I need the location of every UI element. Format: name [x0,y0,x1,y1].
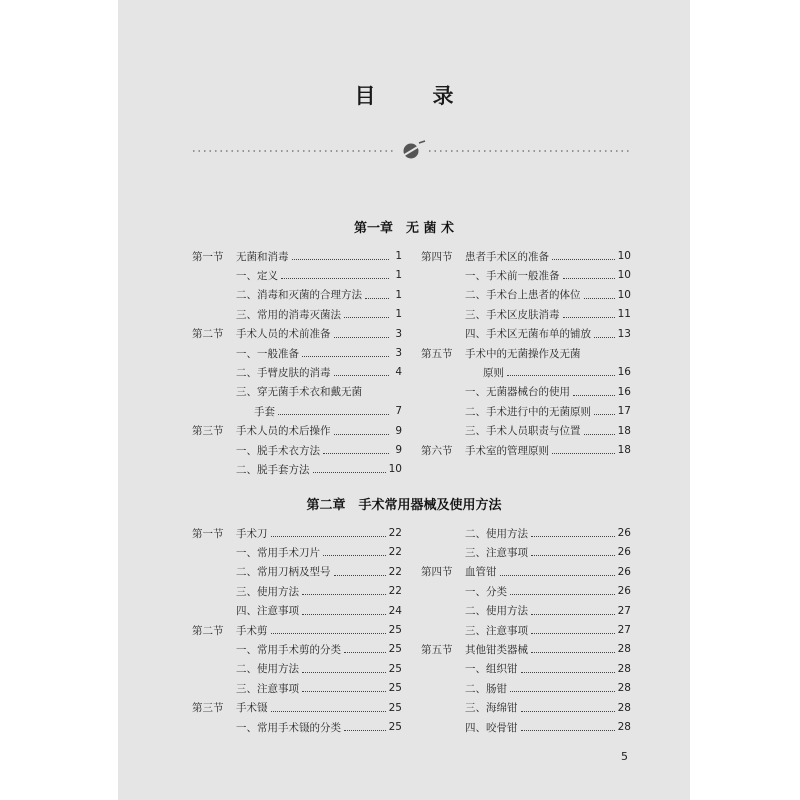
toc-page-number: 16 [617,366,631,379]
toc-entry-title: 手术剪 [236,624,268,637]
toc-page-number: 22 [388,565,402,578]
toc-entry-title: 其他钳类器械 [465,643,528,656]
leader-dots [323,555,386,556]
toc-page-number: 28 [617,662,631,675]
document-page [118,0,690,800]
leader-dots [302,594,386,595]
toc-section-entry[interactable] [192,421,402,441]
toc-subsection-entry[interactable] [421,542,631,562]
toc-section-entry[interactable] [192,523,402,543]
toc-subsection-entry[interactable] [421,382,631,402]
toc-subsection-entry[interactable] [192,401,402,421]
toc-entry-title: 二、使用方法 [465,527,528,540]
toc-page-number: 28 [617,682,631,695]
toc-entry-title: 四、咬骨钳 [465,721,518,734]
toc-subsection-entry[interactable] [192,440,402,460]
toc-page-number: 1 [395,250,402,262]
toc-page-number: 26 [617,585,631,598]
toc-entry-title: 二、消毒和灭菌的合理方法 [236,289,362,302]
leader-dots [531,633,615,634]
toc-entry-title: 一、常用手术镊的分类 [236,721,341,734]
toc-entry-title: 二、肠钳 [465,682,507,695]
toc-entry-title: 二、手术进行中的无菌原则 [465,405,591,418]
leader-dots [521,672,615,673]
toc-entry-title: 二、常用刀柄及型号 [236,566,331,579]
toc-section-entry[interactable] [421,562,631,582]
toc-section-entry[interactable] [421,440,631,460]
toc-page-number: 11 [617,308,631,321]
toc-page-number: 22 [388,585,402,598]
toc-page-number: 18 [617,424,631,437]
toc-page-number: 10 [388,463,402,476]
toc-section-label: 第六节 [421,444,453,457]
leader-dots [573,395,615,396]
toc-subsection-entry[interactable] [421,659,631,679]
leader-dots [594,337,615,338]
leader-dots [531,614,615,615]
toc-entry-title: 一、常用手术刀片 [236,546,320,559]
toc-page-number: 27 [617,604,631,617]
toc-entry-title: 三、手术区皮肤消毒 [465,308,560,321]
leader-dots [278,414,389,415]
toc-entry-title: 三、常用的消毒灭菌法 [236,308,341,321]
toc-page-number: 25 [388,662,402,675]
leader-dots [281,278,389,279]
toc-page-number: 7 [395,405,402,418]
toc-subsection-entry[interactable] [192,304,402,324]
leader-dots [552,453,615,454]
toc-entry-title: 一、常用手术剪的分类 [236,643,341,656]
leader-dots [365,298,389,299]
toc-page-number: 1 [395,308,402,321]
toc-entry-title: 手术中的无菌操作及无菌 [465,347,581,360]
toc-page-number: 27 [617,624,631,636]
toc-subsection-entry[interactable] [192,639,402,659]
toc-page-number: 1 [395,269,402,282]
page-title: 目 录 [354,84,472,108]
leader-dots [344,730,386,731]
leader-dots [510,594,615,595]
toc-page-number: 16 [617,385,631,398]
leader-dots [271,711,386,712]
toc-page-number: 28 [617,701,631,714]
toc-subsection-entry[interactable] [421,698,631,718]
toc-subsection-entry[interactable] [192,343,402,363]
toc-page-number: 25 [388,682,402,695]
chapter-title: 第二章 手术常用器械及使用方法 [306,498,502,513]
toc-entry-title: 手套 [254,405,275,418]
toc-subsection-entry[interactable] [421,324,631,344]
toc-section-entry[interactable] [192,620,402,640]
divider-ornament-icon [193,140,629,162]
toc-entry-title: 一、无菌器械台的使用 [465,386,570,399]
toc-entry-title: 二、使用方法 [465,605,528,618]
leader-dots [323,453,389,454]
toc-page-number: 10 [617,288,631,301]
toc-section-label: 第一节 [192,250,224,263]
leader-dots [302,672,386,673]
toc-subsection-entry[interactable] [192,542,402,562]
toc-section-label: 第五节 [421,347,453,360]
toc-entry-title: 三、海绵钳 [465,702,518,715]
toc-page-number: 25 [388,643,402,656]
toc-entry-title: 四、手术区无菌布单的铺放 [465,328,591,341]
toc-section-label: 第一节 [192,527,224,540]
toc-entry-title: 三、穿无菌手术衣和戴无菌 [236,386,362,399]
toc-page-number: 25 [388,624,402,636]
toc-page-number: 25 [388,701,402,714]
leader-dots [594,414,615,415]
toc-subsection-entry[interactable] [421,620,631,640]
toc-subsection-entry[interactable] [192,562,402,582]
toc-subsection-entry[interactable] [421,285,631,305]
leader-dots [521,711,615,712]
toc-entry-title: 三、使用方法 [236,585,299,598]
toc-page-number: 28 [617,721,631,733]
toc-subsection-entry[interactable] [192,717,402,737]
leader-dots [584,298,615,299]
toc-section-label: 第四节 [421,250,453,263]
toc-page-number: 1 [395,288,402,301]
toc-subsection-entry[interactable] [421,304,631,324]
toc-subsection-entry[interactable] [421,678,631,698]
toc-subsection-entry[interactable] [421,523,631,543]
toc-subsection-entry[interactable] [421,362,631,382]
toc-entry-title: 一、一般准备 [236,347,299,360]
leader-dots [302,614,386,615]
toc-entry-title: 手术镊 [236,702,268,715]
leader-dots [563,317,615,318]
toc-subsection-entry[interactable] [192,459,402,479]
leader-dots [500,575,615,576]
toc-page-number: 18 [617,444,631,456]
toc-section-label: 第二节 [192,624,224,637]
leader-dots [302,356,389,357]
toc-section-label: 第二节 [192,328,224,341]
leader-dots [531,555,615,556]
toc-page-number: 26 [617,565,631,578]
leader-dots [271,536,386,537]
toc-page-number: 24 [388,604,402,617]
leader-dots [334,575,386,576]
toc-entry-title: 一、定义 [236,269,278,282]
leader-dots [507,375,615,376]
chapter-title: 第一章 无 菌 术 [353,221,455,236]
leader-dots [510,691,615,692]
toc-page-number: 10 [617,269,631,282]
toc-entry-title: 二、脱手套方法 [236,463,310,476]
leader-dots [531,536,615,537]
toc-entry-title: 一、分类 [465,585,507,598]
leader-dots [584,434,615,435]
toc-subsection-entry[interactable] [192,601,402,621]
toc-entry-title: 手术人员的术后操作 [236,425,331,438]
toc-subsection-entry[interactable] [421,265,631,285]
leader-dots [344,317,389,318]
toc-entry-title: 二、手臂皮肤的消毒 [236,366,331,379]
toc-page-number: 9 [395,444,402,456]
toc-section-label: 第三节 [192,702,224,715]
toc-entry-title: 二、使用方法 [236,663,299,676]
leader-dots [552,259,615,260]
toc-section-entry[interactable] [421,639,631,659]
toc-subsection-entry[interactable] [192,362,402,382]
toc-entry-title: 一、手术前一般准备 [465,269,560,282]
toc-entry-title: 无菌和消毒 [236,250,289,263]
leader-dots [344,652,386,653]
toc-subsection-entry[interactable] [421,601,631,621]
toc-entry-title: 三、注意事项 [465,624,528,637]
toc-section-entry[interactable] [421,246,631,266]
toc-subsection-entry[interactable] [192,678,402,698]
toc-page-number: 25 [388,721,402,733]
leader-dots [302,691,386,692]
toc-page-number: 22 [388,527,402,539]
toc-section-label: 第三节 [192,425,224,438]
toc-page-number: 17 [617,405,631,418]
toc-section-entry[interactable] [192,324,402,344]
toc-entry-title: 手术刀 [236,527,268,540]
toc-page-number: 26 [617,527,631,539]
toc-page-number: 10 [617,250,631,262]
page-number: 5 [621,750,628,763]
toc-page-number: 22 [388,546,402,559]
leader-dots [292,259,390,260]
leader-dots [334,434,390,435]
leader-dots [531,652,615,653]
toc-subsection-entry[interactable] [192,581,402,601]
toc-section-label: 第五节 [421,643,453,656]
leader-dots [563,278,615,279]
toc-page-number: 3 [395,327,402,340]
toc-page-number: 13 [617,327,631,340]
toc-section-entry[interactable] [192,698,402,718]
toc-subsection-entry[interactable] [192,265,402,285]
leader-dots [521,730,615,731]
toc-section-entry[interactable] [421,343,631,363]
toc-page-number: 3 [395,347,402,359]
toc-entry-title: 四、注意事项 [236,605,299,618]
toc-entry-title: 一、组织钳 [465,663,518,676]
leader-dots [334,337,390,338]
toc-entry-title: 患者手术区的准备 [465,250,549,263]
toc-entry-title: 三、注意事项 [236,682,299,695]
toc-page-number: 9 [395,424,402,437]
toc-subsection-entry[interactable] [192,659,402,679]
toc-section-label: 第四节 [421,566,453,579]
toc-entry-title: 血管钳 [465,566,497,579]
leader-dots [334,375,390,376]
toc-entry-title: 一、脱手术衣方法 [236,444,320,457]
toc-subsection-entry[interactable] [421,581,631,601]
toc-page-number: 26 [617,546,631,559]
leader-dots [271,633,386,634]
toc-subsection-entry[interactable] [421,401,631,421]
toc-subsection-entry[interactable] [192,285,402,305]
toc-entry-title: 二、手术台上患者的体位 [465,289,581,302]
leader-dots [313,472,386,473]
toc-entry-title: 三、手术人员职责与位置 [465,425,581,438]
toc-subsection-entry[interactable] [421,717,631,737]
toc-entry-title: 三、注意事项 [465,546,528,559]
toc-entry-title: 手术室的管理原则 [465,444,549,457]
toc-page-number: 4 [395,366,402,379]
toc-entry-title: 原则 [483,366,504,379]
toc-section-entry[interactable] [192,246,402,266]
toc-page-number: 28 [617,643,631,656]
toc-subsection-entry[interactable] [421,421,631,441]
toc-entry-title: 手术人员的术前准备 [236,328,331,341]
toc-subsection-entry[interactable] [192,382,402,402]
